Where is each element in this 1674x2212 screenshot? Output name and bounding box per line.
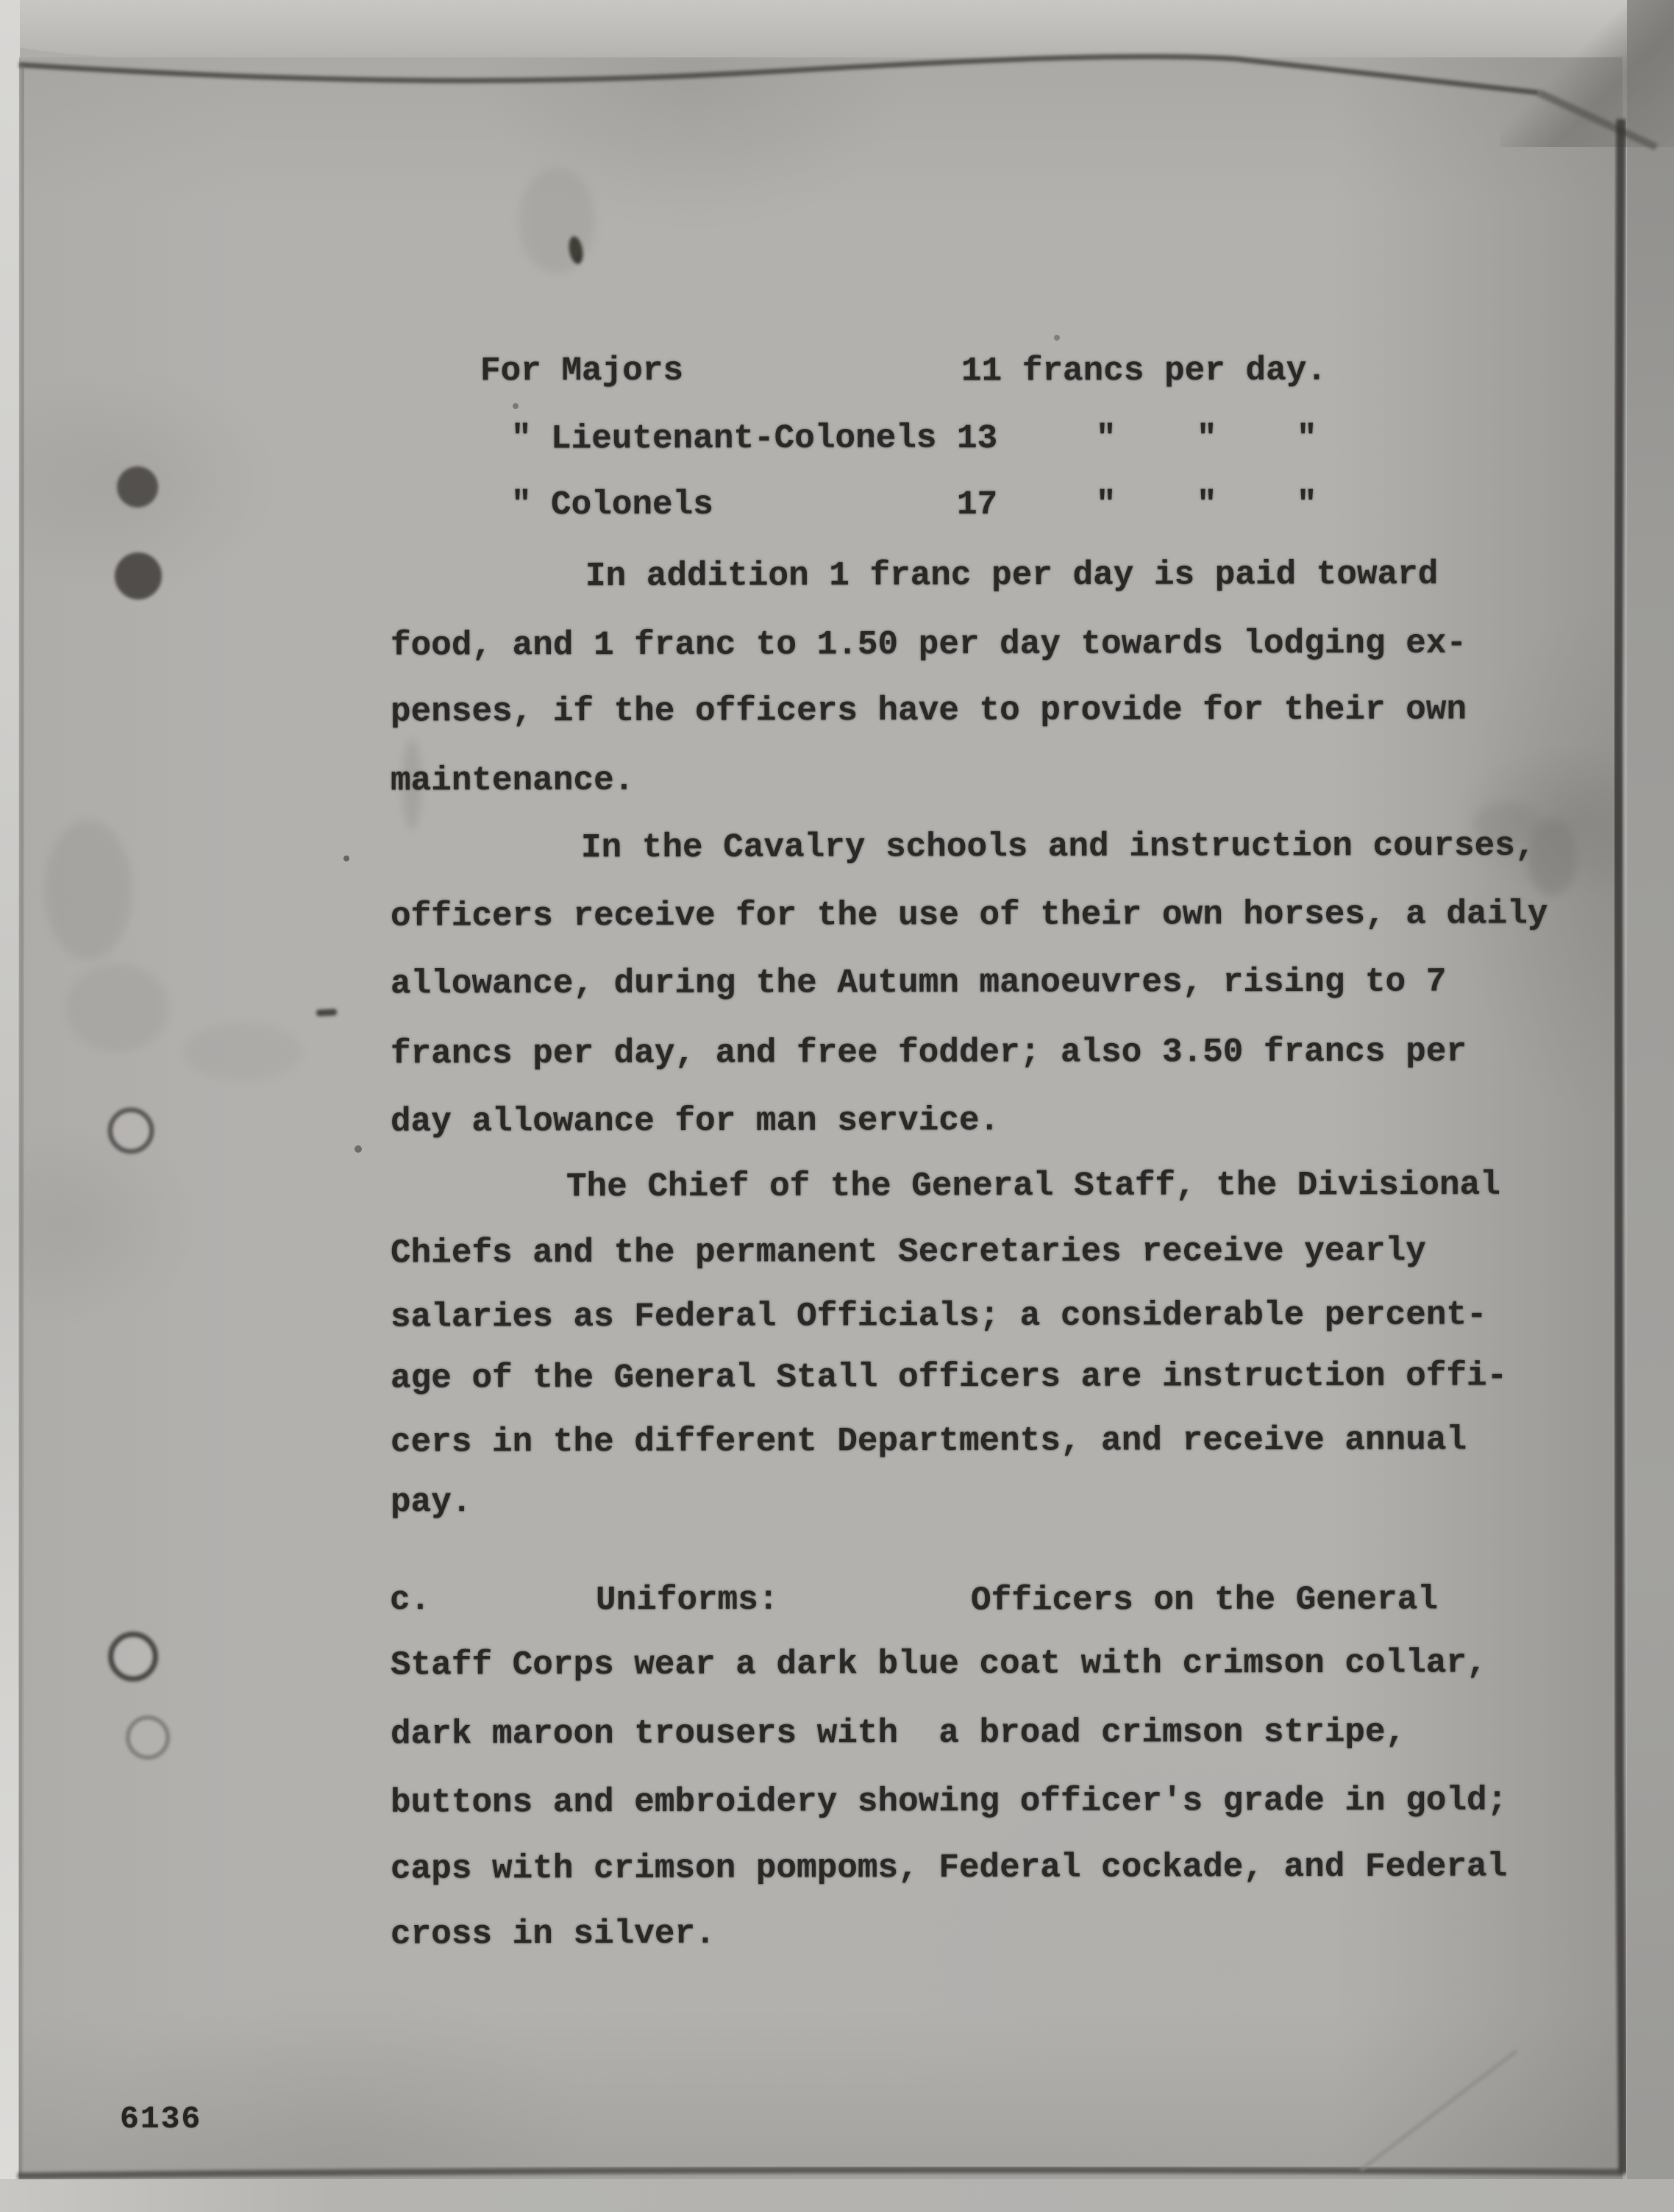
page-corner-shadow <box>1500 0 1674 147</box>
typed-line: buttons and embroidery showing officer's grade in gold; <box>390 1781 1508 1822</box>
typed-line: The Chief of the General Staff, the Divisional <box>566 1165 1500 1206</box>
typed-line: Officers on the General <box>970 1580 1438 1620</box>
uniforms-heading: Uniforms: <box>595 1580 779 1620</box>
pay-table-row2-ditto: " <box>510 419 532 458</box>
typed-line: cross in silver. <box>390 1914 716 1954</box>
pay-table-row3-num: 17 <box>956 485 998 524</box>
typed-line: maintenance. <box>390 761 635 800</box>
typed-line: penses, if the officers have to provide for their own <box>390 690 1467 731</box>
pay-table-row2-rank: Lieutenant-Colonels <box>550 419 937 458</box>
scan-margin-left <box>0 0 20 2212</box>
typed-line: day allowance for man service. <box>390 1101 1000 1141</box>
pay-table-row2-ditto: " <box>1296 419 1317 458</box>
typed-line: salaries as Federal Officials; a considerable percent- <box>390 1295 1487 1337</box>
typed-line: In the Cavalry schools and instruction courses, <box>580 826 1536 867</box>
pay-table-row1-label: For Majors <box>480 351 684 391</box>
pay-table-row3-ditto: " <box>1196 485 1217 524</box>
pay-table-row2-num: 13 <box>956 419 998 458</box>
typed-line: officers receive for the use of their own horses, a daily <box>390 895 1548 936</box>
pay-table-row2-ditto: " <box>1196 419 1217 458</box>
uniforms-item-letter: c. <box>389 1580 431 1620</box>
typed-line: pay. <box>390 1482 472 1522</box>
pay-table-row1-rate: 11 francs per day. <box>961 351 1327 391</box>
typed-line: allowance, during the Autumn manoeuvres, rising to 7 <box>390 962 1447 1003</box>
pay-table-row3-rank: Colonels <box>550 485 713 524</box>
pay-table-row2-ditto: " <box>1095 419 1116 458</box>
typed-line: dark maroon trousers with a broad crimson stripe, <box>390 1713 1406 1754</box>
typed-line: Chiefs and the permanent Secretaries receive yearly <box>390 1231 1426 1273</box>
pay-table-row3-ditto: " <box>1095 485 1116 524</box>
typed-line: cers in the different Departments, and receive annual <box>390 1420 1467 1462</box>
typed-line: Staff Corps wear a dark blue coat with crimson collar, <box>390 1643 1487 1685</box>
scan-margin-right <box>1627 0 1674 2212</box>
typed-line: food, and 1 franc to 1.50 per day towards lodging ex- <box>390 624 1467 665</box>
scan-margin-bottom <box>0 2179 1674 2212</box>
pay-table-row3-ditto: " <box>510 485 532 524</box>
typed-line: age of the General Stall officers are instruction offi- <box>390 1356 1508 1398</box>
typed-line: caps with crimson pompoms, Federal cockade, and Federal <box>390 1847 1508 1888</box>
page-number: 6136 <box>120 2101 202 2137</box>
typed-line: francs per day, and free fodder; also 3.50 francs per <box>390 1032 1467 1073</box>
typed-line: In addition 1 franc per day is paid toward <box>585 555 1439 596</box>
pay-table-row3-ditto: " <box>1296 485 1317 524</box>
